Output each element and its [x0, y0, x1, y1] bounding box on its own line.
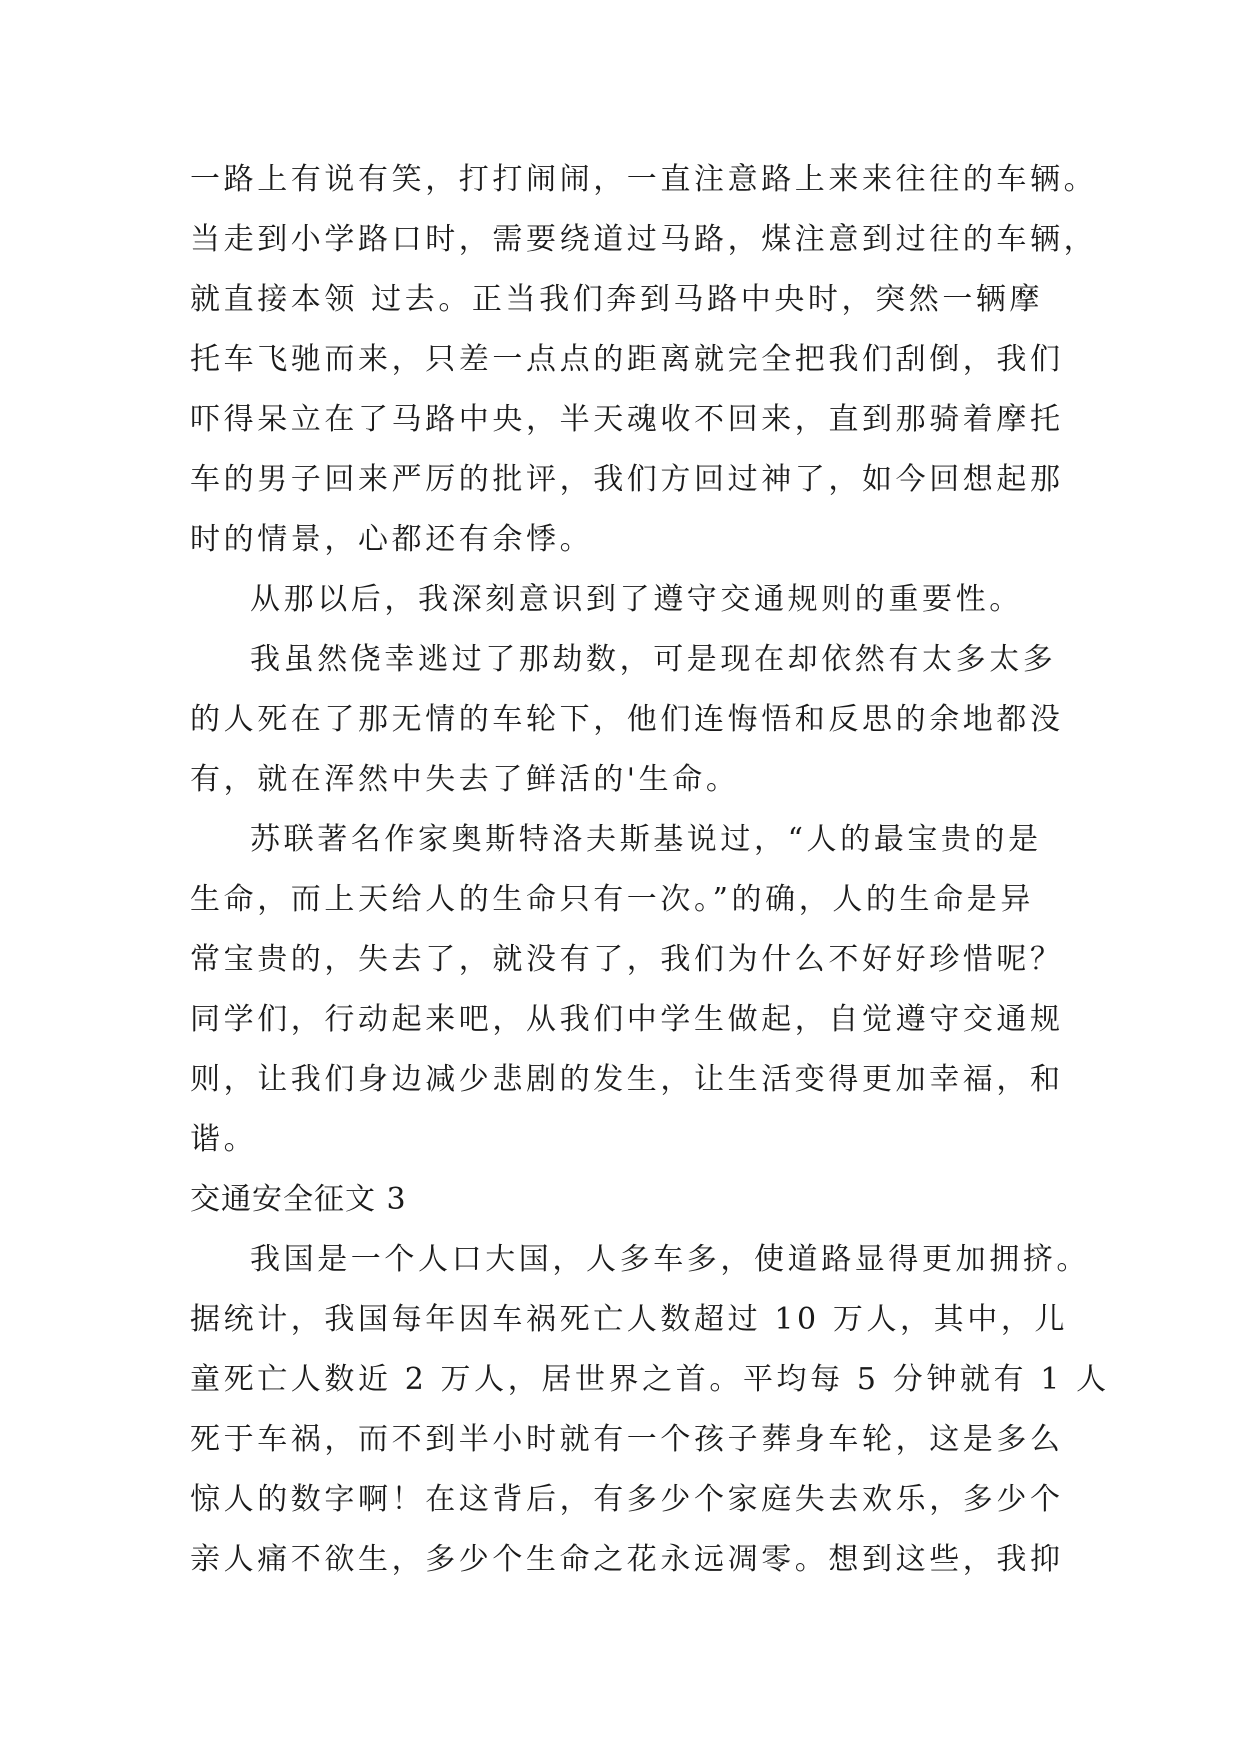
text-line: 惊人的数字啊！在这背后，有多少个家庭失去欢乐，多少个	[190, 1482, 1064, 1517]
text-line: 童死亡人数近 2 万人，居世界之首。平均每 5 分钟就有 1 人	[190, 1362, 1110, 1397]
text-line: 同学们，行动起来吧，从我们中学生做起，自觉遵守交通规	[190, 1002, 1064, 1037]
paragraph-first-line: 我国是一个人口大国，人多车多，使道路显得更加拥挤。	[250, 1242, 1090, 1277]
text-line: 死于车祸，而不到半小时就有一个孩子葬身车轮，这是多么	[190, 1422, 1064, 1457]
text-line: 一路上有说有笑，打打闹闹，一直注意路上来来往往的车辆。	[190, 162, 1098, 197]
text-line: 吓得呆立在了马路中央，半天魂收不回来，直到那骑着摩托	[190, 402, 1064, 437]
text-line: 有，就在浑然中失去了鲜活的'生命。	[190, 762, 740, 797]
text-line: 当走到小学路口时，需要绕道过马路，煤注意到过往的车辆，	[190, 222, 1098, 257]
text-line: 时的情景，心都还有余悸。	[190, 522, 594, 557]
text-line: 托车飞驰而来，只差一点点的距离就完全把我们刮倒，我们	[190, 342, 1064, 377]
text-line: 就直接本领 过去。正当我们奔到马路中央时，突然一辆摩	[190, 282, 1044, 317]
text-line: 据统计，我国每年因车祸死亡人数超过 10 万人，其中，儿	[190, 1302, 1069, 1337]
text-line: 的人死在了那无情的车轮下，他们连悔悟和反思的余地都没	[190, 702, 1064, 737]
paragraph-first-line: 苏联著名作家奥斯特洛夫斯基说过，“人的最宝贵的是	[250, 822, 1042, 857]
text-line: 则，让我们身边减少悲剧的发生，让生活变得更加幸福，和	[190, 1062, 1064, 1097]
paragraph-first-line: 从那以后，我深刻意识到了遵守交通规则的重要性。	[250, 582, 1023, 617]
section-heading: 交通安全征文 3	[190, 1182, 407, 1217]
text-line: 常宝贵的，失去了，就没有了，我们为什么不好好珍惜呢？	[190, 942, 1064, 977]
paragraph-first-line: 我虽然侥幸逃过了那劫数，可是现在却依然有太多太多	[250, 642, 1057, 677]
text-line: 谐。	[190, 1122, 258, 1157]
text-line: 车的男子回来严厉的批评，我们方回过神了，如今回想起那	[190, 462, 1064, 497]
text-line: 亲人痛不欲生，多少个生命之花永远凋零。想到这些，我抑	[190, 1542, 1064, 1577]
text-line: 生命，而上天给人的生命只有一次。”的确，人的生命是异	[190, 882, 1034, 917]
document-body	[190, 150, 1110, 1590]
